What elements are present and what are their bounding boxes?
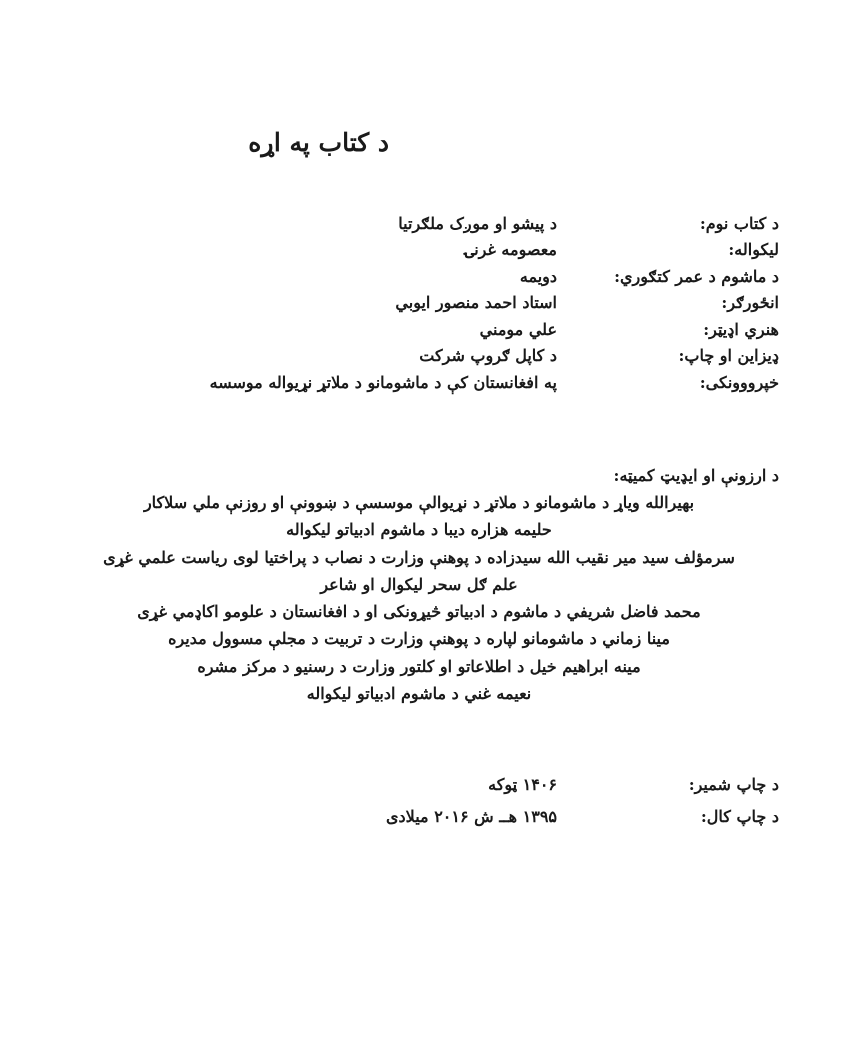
illustrator-value: استاد احمد منصور ایوبي bbox=[395, 293, 557, 313]
illustrator-row bbox=[210, 290, 779, 317]
age-category-label: د ماشوم د عمر کتګوري: bbox=[614, 266, 779, 286]
committee-member: محمد فاضل شریفي د ماشوم د ادبیاتو څیړونکی او د افغانستان د علومو اکاډمي غړی bbox=[137, 602, 701, 622]
age-category-value: دویمه bbox=[519, 266, 557, 286]
committee-member: بهیرالله ویاړ د ماشومانو د ملاتړ د نړیوالې موسسې د ښوونې او روزنې ملي سلاکار bbox=[143, 493, 695, 512]
print-year-row bbox=[386, 800, 779, 832]
print-year-value: ۱۳۹۵ هــ ش ۲۰۱۶ میلادی bbox=[386, 806, 557, 826]
book-name-row bbox=[210, 210, 779, 237]
illustrator-label: انځورګر: bbox=[721, 293, 779, 313]
print-year-label: د چاپ کال: bbox=[700, 806, 779, 826]
committee-member: مینا زماني د ماشومانو لپاره د پوهنې وزارت د تربیت د مجلې مسوول مدیره bbox=[168, 629, 670, 649]
committee-member: علم ګل سحر لیکوال او شاعر bbox=[320, 574, 518, 594]
committee-member: سرمؤلف سید میر نقیب الله سیدزاده د پوهنې وزارت د نصاب د پراختیا لوی ریاست علمي غړی bbox=[103, 547, 735, 567]
book-name-label: د کتاب نوم: bbox=[699, 213, 779, 233]
committee-member: حلیمه هزاره دیبا د ماشوم ادبیاتو لیکواله bbox=[286, 520, 552, 540]
committee-member: نعیمه غني د ماشوم ادبیاتو لیکواله bbox=[306, 684, 532, 704]
book-info-list bbox=[210, 210, 779, 396]
author-value: معصومه غرنۍ bbox=[464, 240, 557, 260]
design-print-value: د کاپل ګروپ شرکت bbox=[419, 346, 557, 366]
print-info-list bbox=[386, 768, 779, 832]
publisher-value: په افغانستان کې د ماشومانو د ملاتړ نړیواله موسسه bbox=[209, 372, 557, 392]
print-count-value: ۱۴۰۶ ټوکه bbox=[488, 774, 557, 794]
editorial-committee bbox=[59, 462, 779, 707]
art-editor-label: هنري اډیټر: bbox=[703, 319, 779, 339]
design-print-label: ډیزاین او چاپ: bbox=[678, 346, 779, 366]
book-name-value: د پیشو او موږک ملګرتیا bbox=[398, 213, 557, 233]
page-title: د کتاب په اړه bbox=[248, 128, 389, 157]
committee-member: مینه ابراهیم خیل د اطلاعاتو او کلتور وزارت د رسنیو د مرکز مشره bbox=[197, 656, 641, 676]
age-category-row bbox=[210, 263, 779, 290]
print-count-row bbox=[386, 768, 779, 800]
author-row bbox=[210, 237, 779, 264]
design-print-row bbox=[210, 343, 779, 370]
publisher-label: خپرووونکی: bbox=[699, 372, 779, 392]
committee-heading: د ارزونې او ایډیټ کمیټه: bbox=[613, 466, 779, 485]
publisher-row bbox=[210, 369, 779, 396]
print-count-label: د چاپ شمیر: bbox=[688, 774, 779, 794]
author-label: لیکواله: bbox=[728, 240, 779, 260]
art-editor-row bbox=[210, 316, 779, 343]
art-editor-value: علي مومني bbox=[479, 319, 557, 339]
